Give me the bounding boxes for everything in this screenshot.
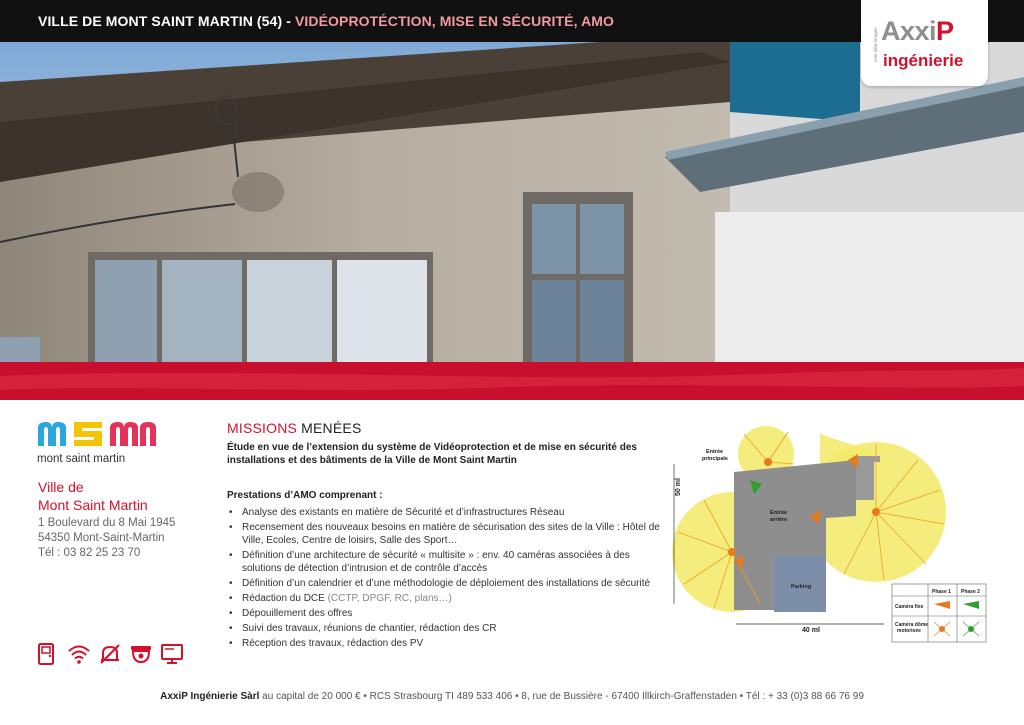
- legend-dome-camera: motorisée: [897, 628, 921, 634]
- list-item: • Réception des travaux, rédaction des PV: [229, 637, 669, 650]
- client-name: [38, 478, 148, 514]
- entry-back-label: Entrée: [770, 510, 788, 516]
- building-photo: [0, 42, 1024, 364]
- brand-tagline: [873, 22, 879, 64]
- height-dimension-label: 50 ml: [675, 478, 682, 496]
- dome-camera-icon: [129, 642, 153, 666]
- missions-title-red: MISSIONS: [227, 420, 298, 436]
- footer: [0, 691, 1024, 702]
- brand-part-red: P: [936, 16, 954, 46]
- missions-title: [227, 420, 361, 436]
- client-address: [38, 516, 175, 561]
- door-icon: [36, 642, 60, 666]
- legend-phase2: Phase 2: [961, 589, 980, 595]
- brand-subtitle: ingénierie: [883, 51, 964, 70]
- page-title: [38, 13, 614, 29]
- missions-title-dark: MENÉES: [301, 420, 362, 436]
- client-name-line1: Ville de: [38, 479, 84, 495]
- service-icons: [36, 642, 184, 666]
- legend-phase1: Phase 1: [932, 589, 951, 595]
- entry-main-label: principale: [702, 456, 728, 462]
- dome-camera-icon: [872, 508, 880, 516]
- client-phone: Tél : 03 82 25 23 70: [38, 547, 141, 559]
- legend-fixed-camera: Caméra fixe: [895, 604, 924, 610]
- list-item: • Analyse des existants en matière de Sécurité et d’infrastructures Réseau: [229, 506, 669, 519]
- brand-part-grey: Axxi: [881, 16, 937, 46]
- list-item: • Définition d’un calendrier et d’une méthodologie de déploiement des installations de sécurité: [229, 577, 669, 590]
- list-item: • Suivi des travaux, réunions de chantier, rédaction des CR: [229, 622, 669, 635]
- prestations-heading: Prestations d’AMO comprenant :: [227, 490, 383, 501]
- footer-company: AxxiP Ingénierie Sàrl: [160, 691, 260, 702]
- dome-camera-icon: [764, 458, 772, 466]
- list-item: • Définition d’une architecture de sécurité « multisite » : env. 40 caméras associées à des solutions de détection d’intrusion et de contrôle d’accès: [229, 549, 669, 575]
- entry-back-label: arrière: [770, 517, 788, 523]
- wifi-icon: [67, 642, 91, 666]
- msm-logo-text: mont saint martin: [37, 453, 126, 465]
- list-item: [229, 592, 669, 605]
- title-main: VILLE DE MONT SAINT MARTIN (54) -: [38, 13, 295, 29]
- monitor-icon: [160, 642, 184, 666]
- parking-label: Parking: [791, 584, 812, 590]
- site-plan-diagram: [664, 424, 990, 646]
- prestations-list: [229, 506, 669, 652]
- svg-text:voix data images: voix data images: [873, 27, 878, 62]
- camera-legend: [892, 584, 986, 642]
- list-item: • Dépouillement des offres: [229, 607, 669, 620]
- address-line2: 54350 Mont-Saint-Martin: [38, 532, 165, 544]
- axxip-logo: [861, 0, 988, 86]
- dome-camera-icon: [728, 548, 736, 556]
- no-alarm-icon: [98, 642, 122, 666]
- dce-label: Rédaction du DCE: [242, 593, 325, 604]
- msm-logo: [36, 420, 158, 468]
- title-accent: VIDÉOPROTÉCTION, MISE EN SÉCURITÉ, AMO: [294, 13, 615, 29]
- entry-main-label: Entrée: [706, 449, 724, 455]
- address-line1: 1 Boulevard du 8 Mai 1945: [38, 517, 176, 529]
- footer-details: au capital de 20 000 € • RCS Strasbourg TI 489 533 406 • 8, rue de Bussière - 67400 Illkirch-Graffenstaden • Tél : + 33 (0)3 88 66 76 99: [259, 691, 864, 702]
- client-name-line2: Mont Saint Martin: [38, 497, 148, 513]
- missions-intro: Étude en vue de l’extension du système de Vidéoprotection et de mise en sécurité des installations et des bâtiments de la Ville de Mont Saint Martin: [227, 442, 637, 466]
- building-annex: [856, 460, 874, 500]
- list-item: • Recensement des nouveaux besoins en matière de sécurisation des sites de la Ville : Hôtel de Ville, Ecoles, Centre de loisirs, Salle des Sport…: [229, 521, 669, 547]
- legend-dome-camera: Caméra dôme: [895, 622, 929, 628]
- red-band: [0, 362, 1024, 400]
- dce-detail: (CCTP, DPGF, RC, plans…): [324, 593, 452, 604]
- brand-name: [881, 16, 954, 47]
- width-dimension-label: 40 ml: [802, 627, 820, 634]
